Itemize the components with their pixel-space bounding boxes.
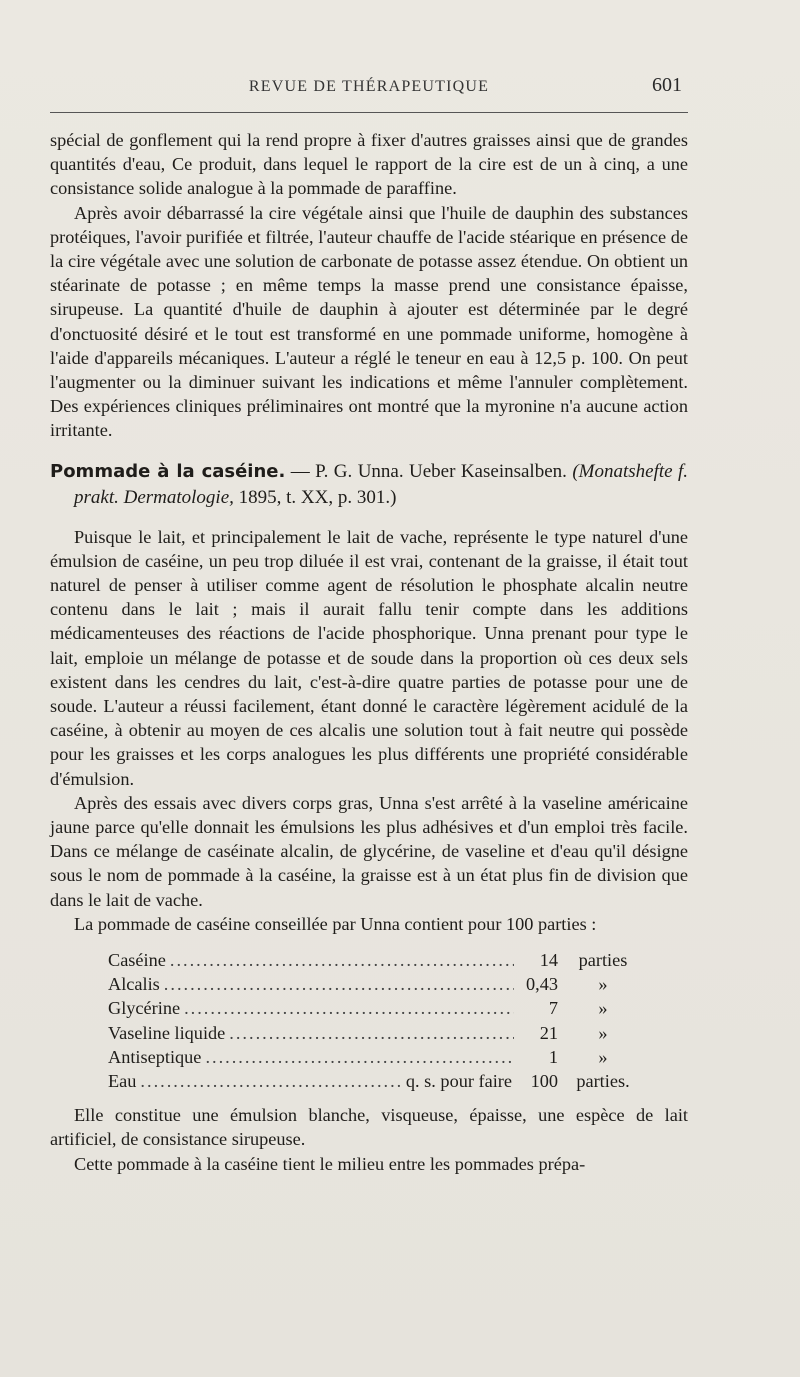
ingredient-quantity: 1	[548, 1046, 558, 1067]
ingredient-name: Glycérine	[108, 998, 181, 1019]
ingredient-unit: »	[598, 1046, 608, 1067]
recipe-row	[108, 1045, 648, 1069]
leader-dots	[140, 1069, 401, 1093]
running-title: REVUE DE THÉRAPEUTIQUE	[248, 78, 490, 95]
page-number: 601	[652, 74, 682, 96]
text-body	[50, 128, 688, 1176]
leader-dots	[164, 972, 514, 996]
leader-dots	[184, 996, 514, 1020]
leader-dots	[170, 948, 514, 972]
ingredient-name: Alcalis	[108, 974, 160, 995]
recipe-row	[108, 948, 648, 972]
section-author: — P. G. Unna. Ueber Kaseinsalben.	[290, 460, 567, 482]
paragraph: Puisque le lait, et principalement le lait de vache, représente le type naturel d'une émulsion de caséine, un peu trop diluée il est vrai, contenant de la graisse, il était tout naturel de penser à utiliser comme agent de résolution le phosphate alcalin neutre contenu dans le lait ; mais il aurait fallu tenir compte dans les additions médicamenteuses des réactions de l'acide phosphorique. Unna prenant pour type le lait, emploie un mélange de potasse et de soude dans la proportion où ces deux sels existent dans les cendres du lait, c'est-à-dire quatre parties de potasse pour une de soude. L'auteur a réussi facilement, étant donné le caractère légèrement acidulé de la caséine, à obtenir au moyen de ces alcalis une solution tout à fait neutre qui possède pour les graisses et les corps analogues les plus différents une propriété considérable d'émulsion.	[50, 526, 688, 789]
ingredient-name: Caséine	[108, 950, 166, 971]
paragraph: Après avoir débarrassé la cire végétale ainsi que l'huile de dauphin des substances protéiques, l'avoir purifiée et filtrée, l'auteur chauffe de l'acide stéarique en présence de la cire végétale avec une solution de carbonate de potasse assez étendue. On obtient un stéarinate de potasse ; en même temps la masse prend une consistance épaisse, sirupeuse. La quantité d'huile de dauphin à ajouter est déterminée par le degré d'onctuosité désiré et le tout est transformé en une pommade uniforme, homogène à l'aide d'appareils mécaniques. L'auteur a réglé le teneur en eau à 12,5 p. 100. On peut l'augmenter ou la diminuer suivant les indications et même l'annuler complètement. Des expériences cliniques préliminaires ont montré que la myronine n'a aucune action irritante.	[50, 202, 688, 441]
paragraph: La pommade de caséine conseillée par Unna contient pour 100 parties :	[74, 913, 597, 934]
ingredient-unit: »	[598, 974, 608, 995]
ingredient-name: Vaseline liquide	[108, 1022, 226, 1043]
section-heading	[50, 459, 688, 511]
ingredient-quantity: 100	[530, 1071, 558, 1092]
ingredient-quantity: 7	[548, 998, 558, 1019]
section-title: Pommade à la caséine.	[50, 460, 286, 482]
ingredient-quantity: 21	[539, 1022, 558, 1043]
ingredient-quantity: 0,43	[526, 974, 558, 995]
recipe-row	[108, 996, 648, 1020]
paragraph: Elle constitue une émulsion blanche, visqueuse, épaisse, une espèce de lait artificiel, de consistance sirupeuse.	[50, 1105, 688, 1150]
ingredient-prefix: q. s. pour faire	[405, 1071, 512, 1092]
recipe-row	[108, 1021, 648, 1045]
ingredient-unit: parties.	[576, 1071, 630, 1092]
ingredient-quantity: 14	[539, 950, 558, 971]
running-header	[50, 74, 688, 104]
ingredient-unit: parties	[578, 950, 628, 971]
recipe-row	[108, 972, 648, 996]
paragraph: spécial de gonflement qui la rend propre à fixer d'autres graisses ainsi que de grandes quantités d'eau, Ce produit, dans lequel le rapport de la cire est de un à cinq, a une consistance solide analogue à la pommade de paraffine.	[50, 130, 688, 199]
ingredient-unit: »	[598, 1022, 608, 1043]
ingredient-name: Eau	[108, 1071, 137, 1092]
ingredient-name: Antiseptique	[108, 1046, 202, 1067]
section-source-journal: (Monatshefte f. prakt. Dermatologie,	[74, 460, 689, 508]
leader-dots	[205, 1045, 514, 1069]
leader-dots	[229, 1021, 514, 1045]
recipe-row	[108, 1069, 648, 1093]
paragraph: Cette pommade à la caséine tient le milieu entre les pommades prépa-	[74, 1153, 586, 1174]
recipe-table	[108, 948, 648, 1093]
section-source-details: 1895, t. XX, p. 301.)	[238, 486, 397, 508]
paragraph: Après des essais avec divers corps gras, Unna s'est arrêté à la vaseline américaine jaune parce qu'elle donnait les émulsions les plus adhésives et d'un emploi très facile. Dans ce mélange de caséinate alcalin, de glycérine, de vaseline et d'eau qu'il désigne sous le nom de pommade à la caséine, la graisse est à un état plus fin de division que dans le lait de vache.	[50, 792, 688, 910]
header-rule	[50, 112, 688, 113]
ingredient-unit: »	[598, 998, 608, 1019]
